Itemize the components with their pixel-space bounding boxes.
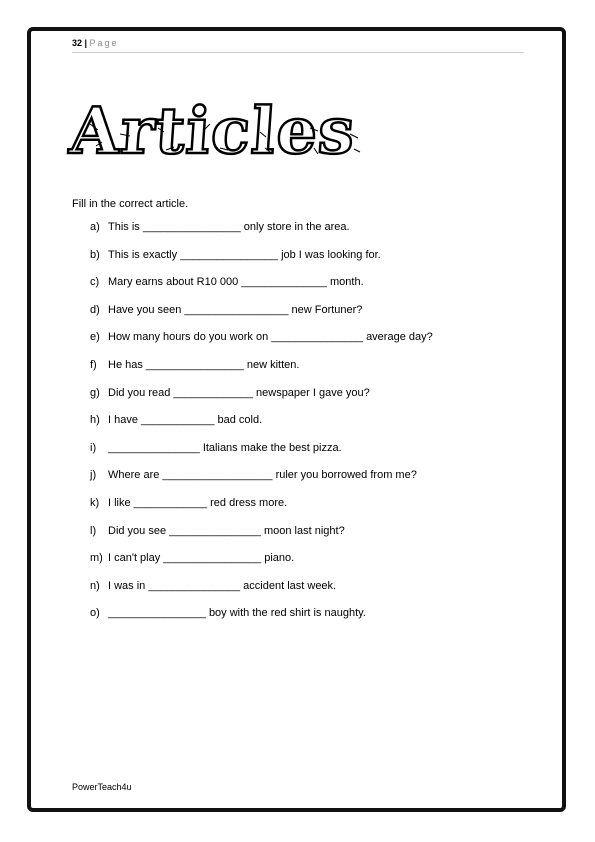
exercise-item bbox=[90, 496, 433, 524]
item-text: Did you see _______________ moon last night? bbox=[108, 524, 345, 537]
item-text: This is exactly ________________ job I was looking for. bbox=[108, 248, 381, 261]
item-text: Have you seen _________________ new Fortuner? bbox=[108, 303, 363, 316]
instruction-text: Fill in the correct article. bbox=[72, 198, 189, 210]
page-header bbox=[72, 38, 524, 53]
item-letter: b) bbox=[90, 248, 100, 261]
exercise-item bbox=[90, 248, 433, 276]
item-letter: f) bbox=[90, 358, 97, 371]
exercise-item bbox=[90, 303, 433, 331]
exercise-item bbox=[90, 441, 433, 469]
item-letter: l) bbox=[90, 524, 97, 537]
exercise-item bbox=[90, 524, 433, 552]
exercise-item bbox=[90, 330, 433, 358]
item-text: This is ________________ only store in the area. bbox=[108, 221, 350, 233]
item-text: Mary earns about R10 000 ______________ month. bbox=[108, 276, 364, 289]
item-letter: m) bbox=[90, 552, 103, 565]
item-letter: e) bbox=[90, 331, 100, 344]
item-text: I have ____________ bad cold. bbox=[108, 414, 263, 427]
item-text: He has ________________ new kitten. bbox=[108, 358, 300, 371]
exercise-item bbox=[90, 386, 433, 414]
exercise-item bbox=[90, 413, 433, 441]
exercise-item bbox=[90, 275, 433, 303]
item-letter: a) bbox=[90, 221, 100, 233]
item-letter: k) bbox=[90, 496, 100, 509]
exercise-item bbox=[90, 551, 433, 579]
item-letter: o) bbox=[90, 607, 100, 620]
exercise-item bbox=[90, 606, 433, 634]
item-text: ________________ boy with the red shirt is naughty. bbox=[108, 607, 366, 620]
item-text: How many hours do you work on _______________ average day? bbox=[108, 331, 433, 344]
exercise-list bbox=[90, 220, 433, 634]
item-letter: n) bbox=[90, 579, 100, 592]
header-separator: | bbox=[82, 38, 90, 48]
exercise-item bbox=[90, 579, 433, 607]
item-letter: d) bbox=[90, 303, 100, 316]
exercise-item bbox=[90, 468, 433, 496]
item-text: _______________ Italians make the best pizza. bbox=[108, 441, 342, 454]
item-text: Did you read _____________ newspaper I gave you? bbox=[108, 386, 370, 399]
item-text: Where are __________________ ruler you borrowed from me? bbox=[108, 469, 417, 482]
item-letter: g) bbox=[90, 386, 100, 399]
item-letter: i) bbox=[90, 441, 97, 454]
item-text: I can't play ________________ piano. bbox=[108, 552, 295, 565]
page-number: 32 bbox=[72, 38, 83, 48]
footer-brand: PowerTeach4u bbox=[72, 782, 132, 792]
item-text: I like ____________ red dress more. bbox=[108, 496, 288, 509]
item-letter: h) bbox=[90, 414, 100, 427]
item-text: I was in _______________ accident last week. bbox=[108, 579, 337, 592]
page-word: Page bbox=[89, 38, 119, 48]
item-letter: c) bbox=[90, 276, 100, 289]
worksheet-title bbox=[67, 94, 380, 174]
item-letter: j) bbox=[90, 469, 97, 482]
exercise-item bbox=[90, 220, 433, 248]
title-text: Articles bbox=[67, 94, 358, 169]
exercise-item bbox=[90, 358, 433, 386]
